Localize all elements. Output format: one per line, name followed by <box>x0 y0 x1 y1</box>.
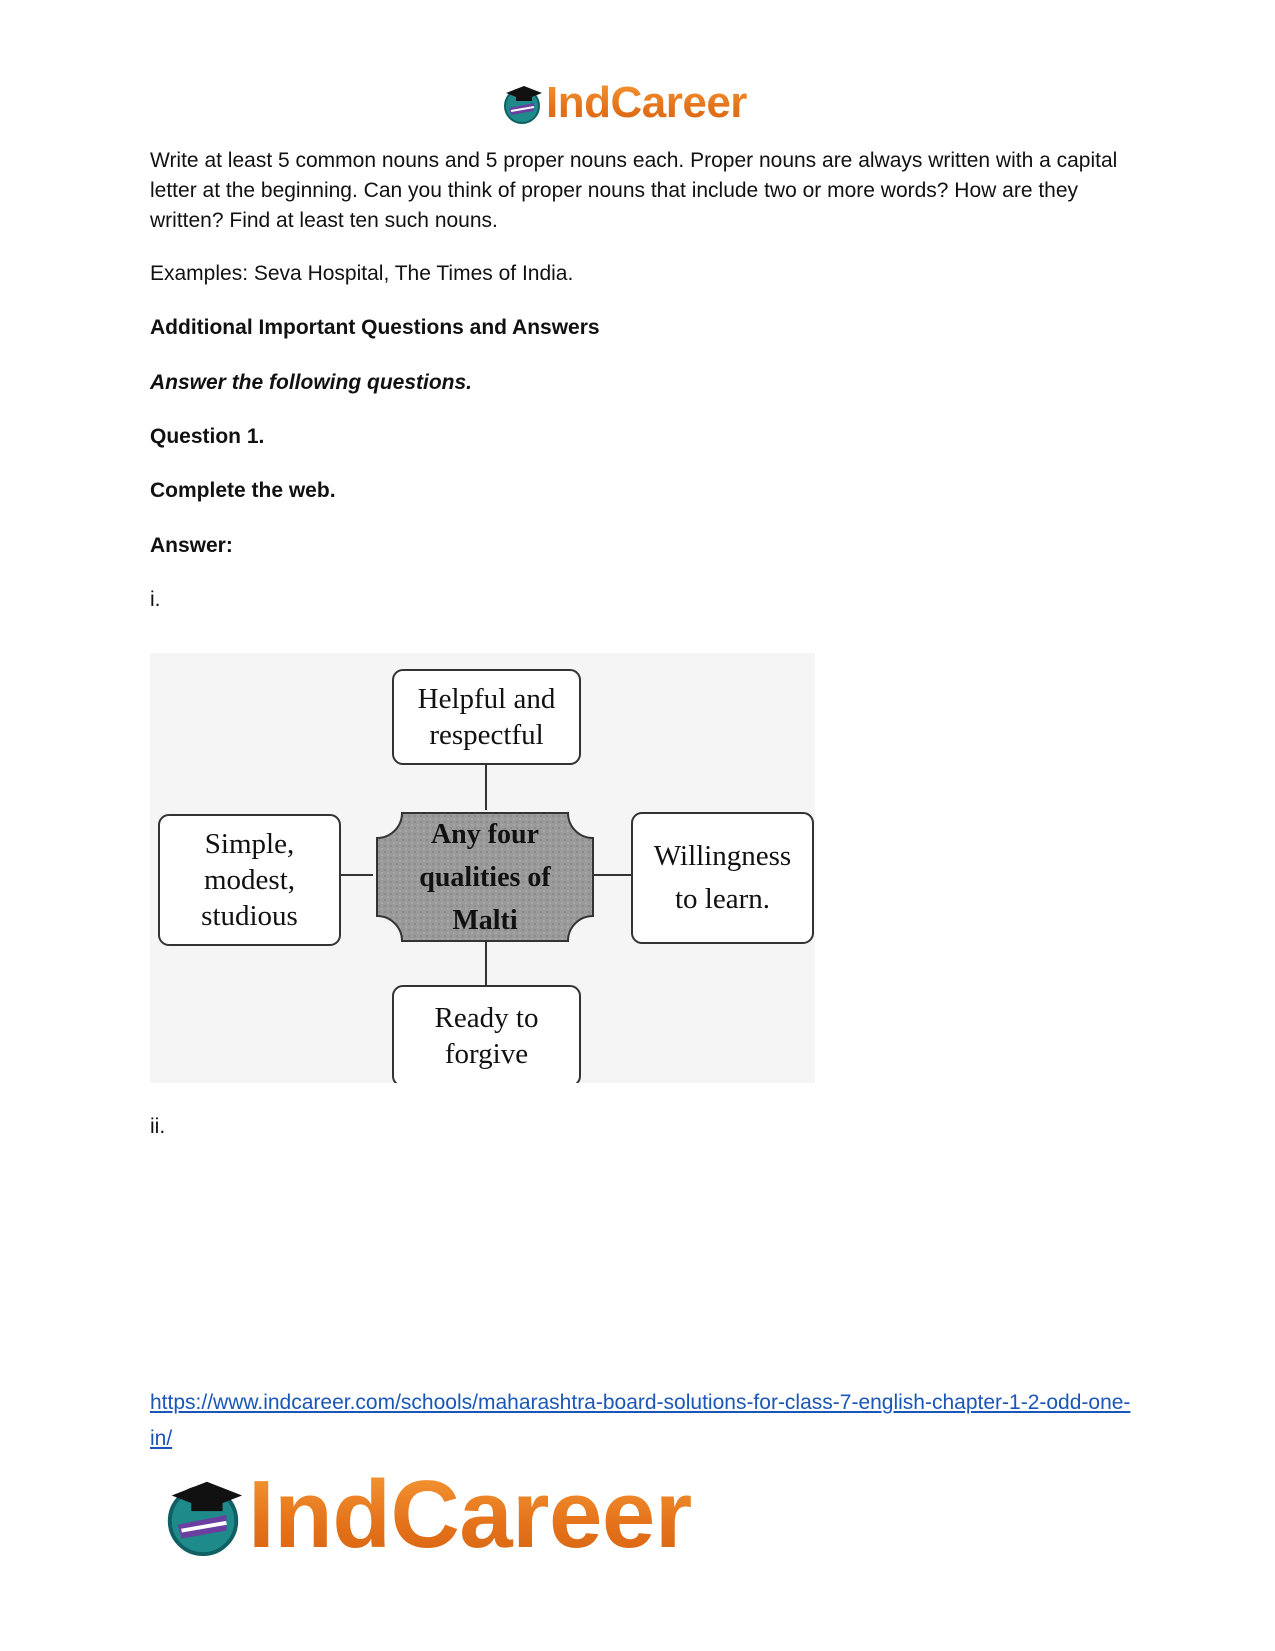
examples-line: Examples: Seva Hospital, The Times of India. <box>150 262 574 285</box>
question-number: Question 1. <box>150 425 265 448</box>
answer-label: Answer: <box>150 534 233 557</box>
header-logo <box>500 78 747 128</box>
logo-wordmark: IndCareer <box>546 78 747 127</box>
paragraph-proper-nouns: Write at least 5 common nouns and 5 proper nouns each. Proper nouns are always written with a capital letter at the beginning. Can you think of proper nouns that include two or more words? How are they written? Find at least ten such nouns. <box>150 149 1118 232</box>
graduation-cap-globe-icon <box>500 81 544 125</box>
logo-wordmark: IndCareer <box>248 1461 692 1568</box>
node-top: Helpful and respectful <box>417 683 556 751</box>
source-url-link[interactable]: https://www.indcareer.com/schools/maharashtra-board-solutions-for-class-7-english-chapter-1-2-odd-one-in/ <box>150 1391 1131 1450</box>
qualities-web-diagram <box>150 653 815 1083</box>
section-heading: Additional Important Questions and Answers <box>150 316 600 339</box>
item-i-label: i. <box>150 588 161 611</box>
footer-logo <box>160 1461 692 1568</box>
node-right: Willingness to learn. <box>653 840 792 915</box>
item-ii-label: ii. <box>150 1115 166 1138</box>
question-text: Complete the web. <box>150 479 336 502</box>
node-center: Any four qualities of Malti <box>419 818 551 936</box>
graduation-cap-globe-icon <box>160 1472 246 1558</box>
node-bottom: Ready to forgive <box>434 1002 539 1070</box>
instruction-text: Answer the following questions. <box>150 371 473 394</box>
node-left: Simple, modest, studious <box>201 828 298 932</box>
